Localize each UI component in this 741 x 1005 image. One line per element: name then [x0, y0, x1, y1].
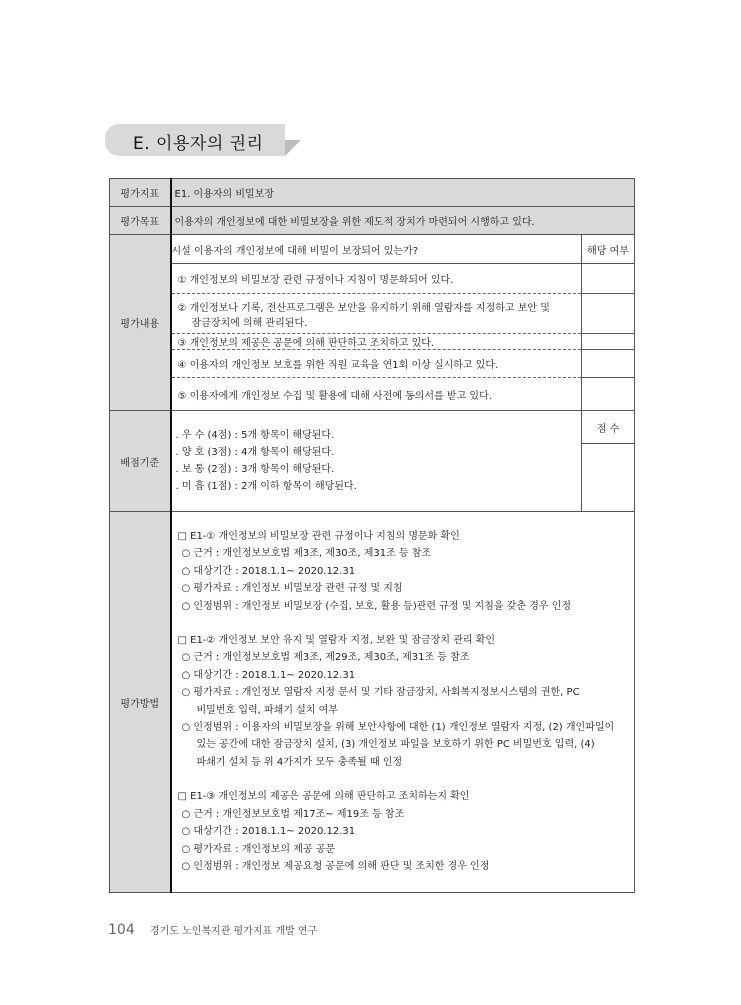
method-item-cont: 비밀번호 입력, 파쇄기 설치 여부 [196, 704, 338, 716]
criterion-text [178, 334, 435, 349]
criterion-item [172, 264, 582, 294]
scoring-line: . 우 수 (4점) : 5개 항목이 해당된다. [175, 430, 335, 441]
method-label: 평가방법 [110, 512, 171, 893]
method-item: ○ 인정범위 : 개인정보 비밀보장 (수집, 보호, 활용 등)관련 규정 및 지침을 갖춘 경우 인정 [181, 600, 572, 612]
score-header: 점 수 [582, 411, 634, 444]
criterion-line: ② 개인정보나 기록, 전산프로그램은 보안을 유지하기 위해 열람자를 지정하고 보안 및 [177, 302, 550, 314]
scoring-line: . 미 흡 (1점) : 2개 이하 항목이 해당된다. [175, 481, 357, 492]
method-group [178, 632, 627, 771]
criterion-check-cell [582, 334, 634, 350]
goal-row [110, 207, 635, 235]
section-heading-tail [285, 140, 301, 156]
scoring-list [172, 411, 582, 511]
criterion-line: ① 개인정보의 비밀보장 관련 규정이나 지침이 명문화되어 있다. [177, 275, 454, 286]
method-item: ○ 근거 : 개인정보보호법 제3조, 제30조, 제31조 등 참조 [181, 548, 432, 560]
check-header: 해당 여부 [581, 235, 634, 263]
section-title: E. 이용자의 권리 [133, 134, 264, 154]
method-item: ○ 근거 : 개인정보보호법 제3조, 제29조, 제30조, 제31조 등 참조 [181, 652, 470, 664]
criterion-check-cell [582, 378, 634, 410]
criterion-line: ③ 개인정보의 제공은 공문에 의해 판단하고 조치하고 있다. [177, 338, 435, 349]
criterion-text [178, 299, 550, 329]
check-column [581, 264, 634, 410]
method-item: ○ 대상기간 : 2018.1.1~ 2020.12.31 [181, 826, 356, 838]
method-item: ○ 평가자료 : 개인정보 비밀보장 관련 규정 및 지침 [181, 583, 403, 595]
criterion-text [178, 271, 454, 286]
method-row [110, 512, 635, 893]
criterion-item [172, 334, 582, 350]
method-group-title: □ E1-② 개인정보 보안 유지 및 열람자 지정, 보완 및 잠금장치 관리 확인 [177, 635, 496, 647]
method-group [178, 788, 627, 875]
indicator-label: 평가지표 [110, 179, 171, 207]
scoring-row [110, 411, 635, 512]
method-item-cont: 파쇄기 설치 등 위 4가지가 모두 충족될 때 인정 [196, 756, 403, 768]
criterion-check-cell [582, 264, 634, 294]
content-cell [171, 235, 635, 411]
method-group-title: □ E1-① 개인정보의 비밀보장 관련 규정이나 지침의 명문화 확인 [177, 531, 460, 542]
criterion-item [172, 378, 582, 410]
method-item-cont: 있는 공간에 대한 잠금장치 설치, (3) 개인정보 파일을 보호하기 위한 PC 비밀번호 입력, (4) [196, 739, 595, 751]
scoring-line: . 양 호 (3점) : 4개 항목이 해당된다. [175, 447, 335, 458]
page-number: 104 [108, 922, 135, 938]
content-label: 평가내용 [110, 235, 171, 411]
method-item: ○ 인정범위 : 개인정보 제공요청 공문에 의해 판단 및 조치한 경우 인정 [181, 860, 490, 872]
content-question: 시설 이용자의 개인정보에 대해 비밀이 보장되어 있는가? [171, 245, 419, 257]
method-item: ○ 대상기간 : 2018.1.1~ 2020.12.31 [181, 669, 356, 681]
method-item: ○ 대상기간 : 2018.1.1~ 2020.12.31 [181, 565, 356, 577]
criterion-check-cell [582, 350, 634, 378]
section-heading [105, 124, 285, 156]
method-item: ○ 평가자료 : 개인정보 열람자 지정 문서 및 기타 잠금장치, 사회복지정보시스템의 권한, PC [181, 687, 580, 699]
criterion-text [178, 387, 492, 402]
content-row [110, 235, 635, 411]
scoring-cell [171, 411, 635, 512]
criterion-text [178, 356, 499, 371]
criteria-list [172, 264, 635, 410]
indicator-value: E1. 이용자의 비밀보장 [171, 179, 635, 207]
goal-value: 이용자의 개인정보에 대한 비밀보장을 위한 제도적 장치가 마련되어 시행하고 있다. [171, 207, 635, 235]
criterion-item [172, 294, 582, 334]
page-footer [108, 922, 317, 938]
method-item: ○ 평가자료 : 개인정보의 제공 공문 [181, 843, 336, 855]
method-item: ○ 인정범위 : 이용자의 비밀보장을 위해 보안사항에 대한 (1) 개인정보 열람자 지정, (2) 개인파일이 [181, 722, 615, 734]
method-cell [171, 512, 635, 893]
method-item: ○ 근거 : 개인정보보호법 제17조~ 제19조 등 참조 [181, 808, 405, 820]
criterion-item [172, 350, 582, 378]
method-content [172, 512, 635, 892]
scoring-label: 배점기준 [110, 411, 171, 512]
method-group-title: □ E1-③ 개인정보의 제공은 공문에 의해 판단하고 조치하는지 확인 [177, 791, 470, 803]
criterion-line: ⑤ 이용자에게 개인정보 수집 및 활용에 대해 사전에 동의서를 받고 있다. [177, 390, 492, 402]
criterion-line-cont: 잠금장치에 의해 관리된다. [191, 317, 308, 329]
criterion-check-cell [582, 294, 634, 334]
method-group [178, 528, 627, 615]
evaluation-table [109, 178, 635, 893]
criterion-line: ④ 이용자의 개인정보 보호를 위한 직원 교육을 연1회 이상 실시하고 있다. [177, 360, 499, 371]
indicator-row [110, 179, 635, 207]
goal-label: 평가목표 [110, 207, 171, 235]
score-box [581, 411, 634, 511]
footer-title: 경기도 노인복지관 평가지표 개발 연구 [149, 926, 318, 937]
scoring-line: . 보 통 (2점) : 3개 항목이 해당된다. [175, 464, 335, 475]
